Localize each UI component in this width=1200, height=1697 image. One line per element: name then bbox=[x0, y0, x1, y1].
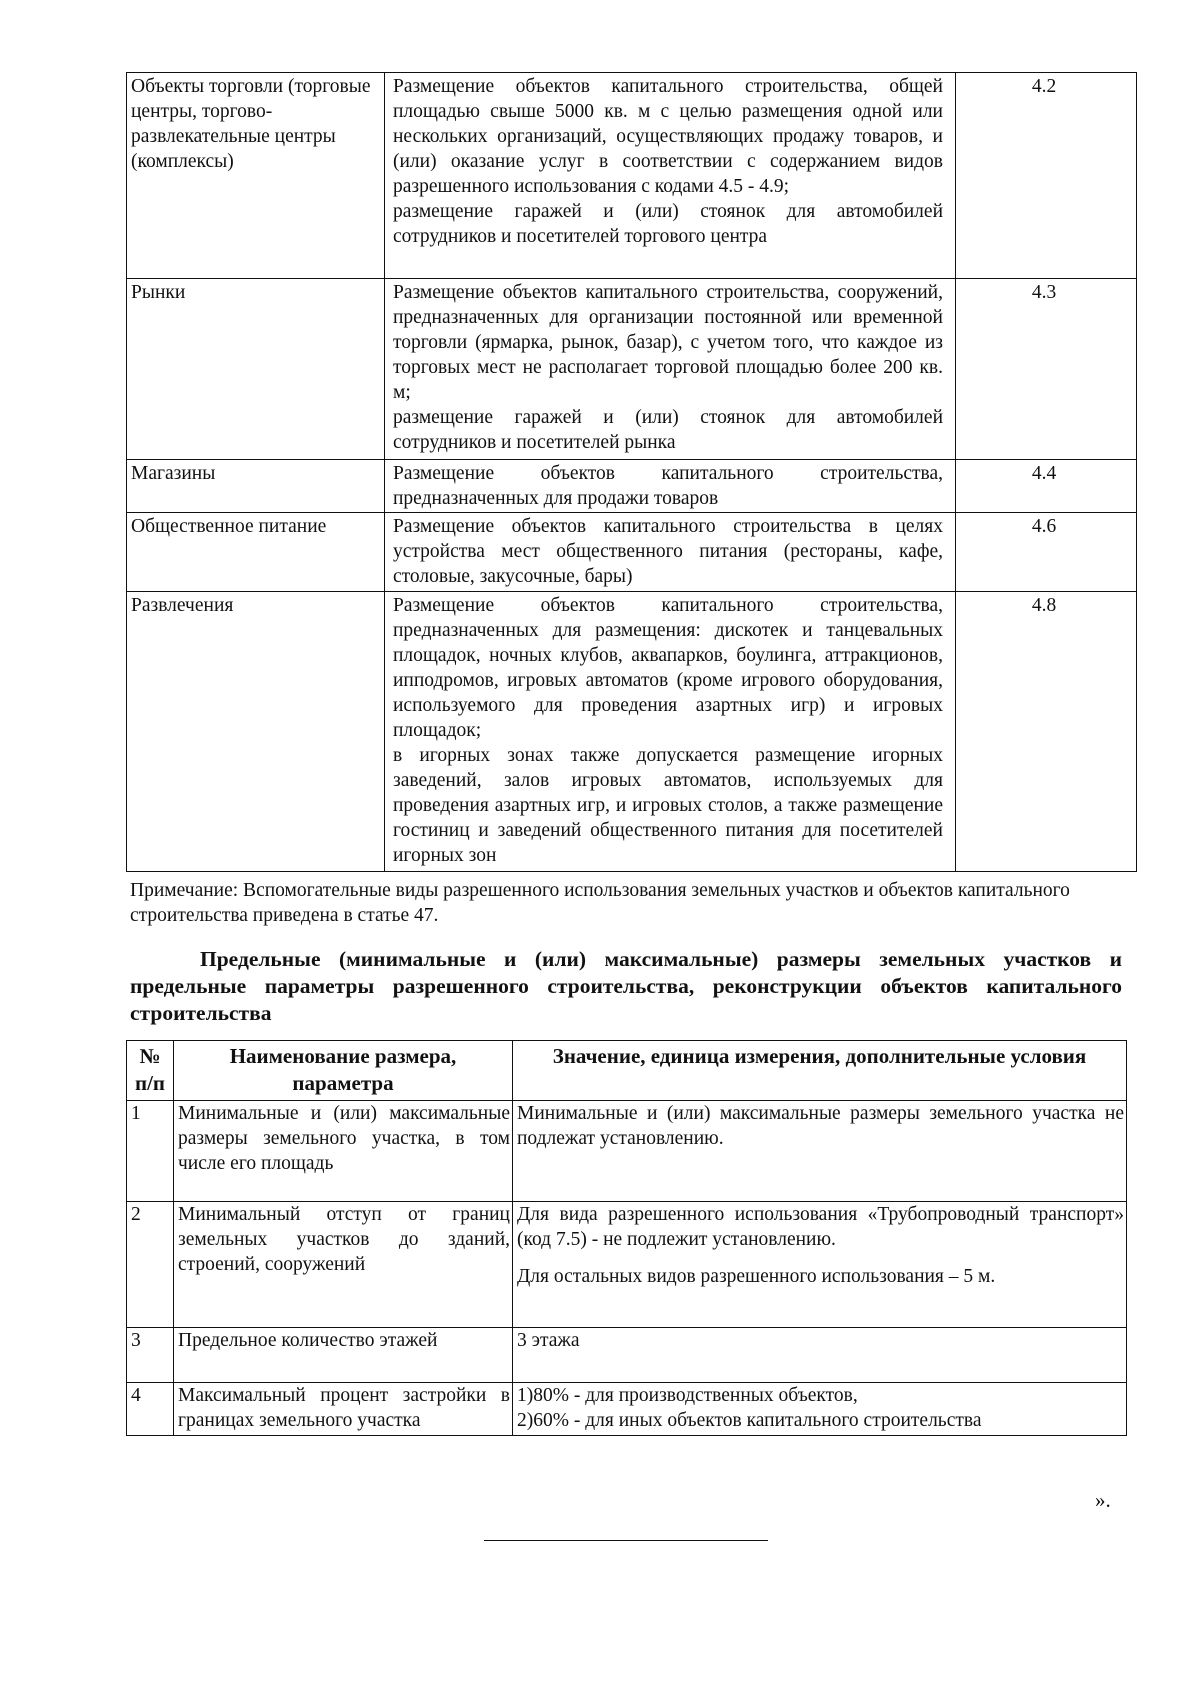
table-row bbox=[127, 1101, 1127, 1202]
parameter-value bbox=[513, 1383, 1127, 1436]
header-name: Наименование размера, параметра bbox=[174, 1041, 513, 1101]
table-header-row bbox=[127, 1041, 1127, 1101]
row-number: 3 bbox=[127, 1328, 174, 1383]
table-row bbox=[127, 513, 1137, 592]
parameter-value bbox=[513, 1328, 1127, 1383]
row-number: 4 bbox=[127, 1383, 174, 1436]
parameter-value bbox=[513, 1101, 1127, 1202]
value-paragraph: 1)80% - для производственных объектов, 2)60% - для иных объектов капитального строительства bbox=[517, 1385, 982, 1431]
use-name: Рынки bbox=[127, 279, 385, 460]
value-paragraph: Для остальных видов разрешенного использования – 5 м. bbox=[517, 1266, 996, 1287]
use-description: Размещение объектов капитального строительства в целях устройства мест общественного питания (рестораны, кафе, столовые, закусочные, бары) bbox=[385, 513, 956, 592]
use-code: 4.6 bbox=[956, 513, 1137, 592]
table-row bbox=[127, 279, 1137, 460]
use-name: Магазины bbox=[127, 460, 385, 513]
row-number: 2 bbox=[127, 1202, 174, 1328]
use-code: 4.8 bbox=[956, 592, 1137, 872]
use-name: Общественное питание bbox=[127, 513, 385, 592]
parameter-name: Максимальный процент застройки в границах земельного участка bbox=[174, 1383, 513, 1436]
table-row bbox=[127, 592, 1137, 872]
use-description: Размещение объектов капитального строительства, сооружений, предназначенных для организации постоянной или временной торговли (ярмарка, рынок, базар), с учетом того, что каждое из торговых мест не располагает торговой площадью более 200 кв. м; размещение гаражей и (или) стоянок для автомобилей сотрудников и посетителей рынка bbox=[385, 279, 956, 460]
section-heading: Предельные (минимальные и (или) максимальные) размеры земельных участков и предельные параметры разрешенного строительства, реконструкции объектов капитального строительства bbox=[130, 947, 1122, 1025]
permitted-uses-table bbox=[126, 72, 1137, 872]
parameters-table bbox=[126, 1040, 1127, 1436]
use-name: Развлечения bbox=[127, 592, 385, 872]
use-code: 4.2 bbox=[956, 73, 1137, 279]
row-number: 1 bbox=[127, 1101, 174, 1202]
use-name: Объекты торговли (торговые центры, торгово-развлекательные центры (комплексы) bbox=[127, 73, 385, 279]
use-code: 4.4 bbox=[956, 460, 1137, 513]
closing-quote: ». bbox=[1095, 1488, 1111, 1512]
parameter-name: Предельное количество этажей bbox=[174, 1328, 513, 1383]
use-description: Размещение объектов капитального строительства, предназначенных для размещения: дискотек и танцевальных площадок, ночных клубов, аквапарков, боулинга, аттракционов, ипподромов, игровых автоматов (кроме игрового оборудования, используемого для проведения азартных игр) и игровых площадок; в игорных зонах также допускается размещение игорных заведений, залов игровых автоматов, используемых для проведения азартных игр, и игровых столов, а также размещение гостиниц и заведений общественного питания для посетителей игорных зон bbox=[385, 592, 956, 872]
table-note: Примечание: Вспомогательные виды разрешенного использования земельных участков и объектов капитального строительства приведена в статье 47. bbox=[130, 880, 1070, 926]
value-paragraph: Минимальные и (или) максимальные размеры земельного участка не подлежат установлению. bbox=[517, 1103, 1124, 1149]
use-description: Размещение объектов капитального строительства, предназначенных для продажи товаров bbox=[385, 460, 956, 513]
parameter-name: Минимальные и (или) максимальные размеры земельного участка, в том числе его площадь bbox=[174, 1101, 513, 1202]
header-value: Значение, единица измерения, дополнительные условия bbox=[513, 1041, 1127, 1101]
table-row bbox=[127, 73, 1137, 279]
parameter-name: Минимальный отступ от границ земельных участков до зданий, строений, сооружений bbox=[174, 1202, 513, 1328]
value-paragraph: 3 этажа bbox=[517, 1330, 580, 1351]
use-description: Размещение объектов капитального строительства, общей площадью свыше 5000 кв. м с целью размещения одной или нескольких организаций, осуществляющих продажу товаров, и (или) оказание услуг в соответствии с содержанием видов разрешенного использования с кодами 4.5 - 4.9; размещение гаражей и (или) стоянок для автомобилей сотрудников и посетителей торгового центра bbox=[385, 73, 956, 279]
header-number: № п/п bbox=[127, 1041, 174, 1101]
table-row bbox=[127, 1328, 1127, 1383]
table-row bbox=[127, 1202, 1127, 1328]
parameter-value bbox=[513, 1202, 1127, 1328]
end-divider bbox=[484, 1540, 768, 1541]
table-row bbox=[127, 1383, 1127, 1436]
use-code: 4.3 bbox=[956, 279, 1137, 460]
value-paragraph: Для вида разрешенного использования «Трубопроводный транспорт» (код 7.5) - не подлежит установлению. bbox=[517, 1204, 1124, 1250]
table-row bbox=[127, 460, 1137, 513]
